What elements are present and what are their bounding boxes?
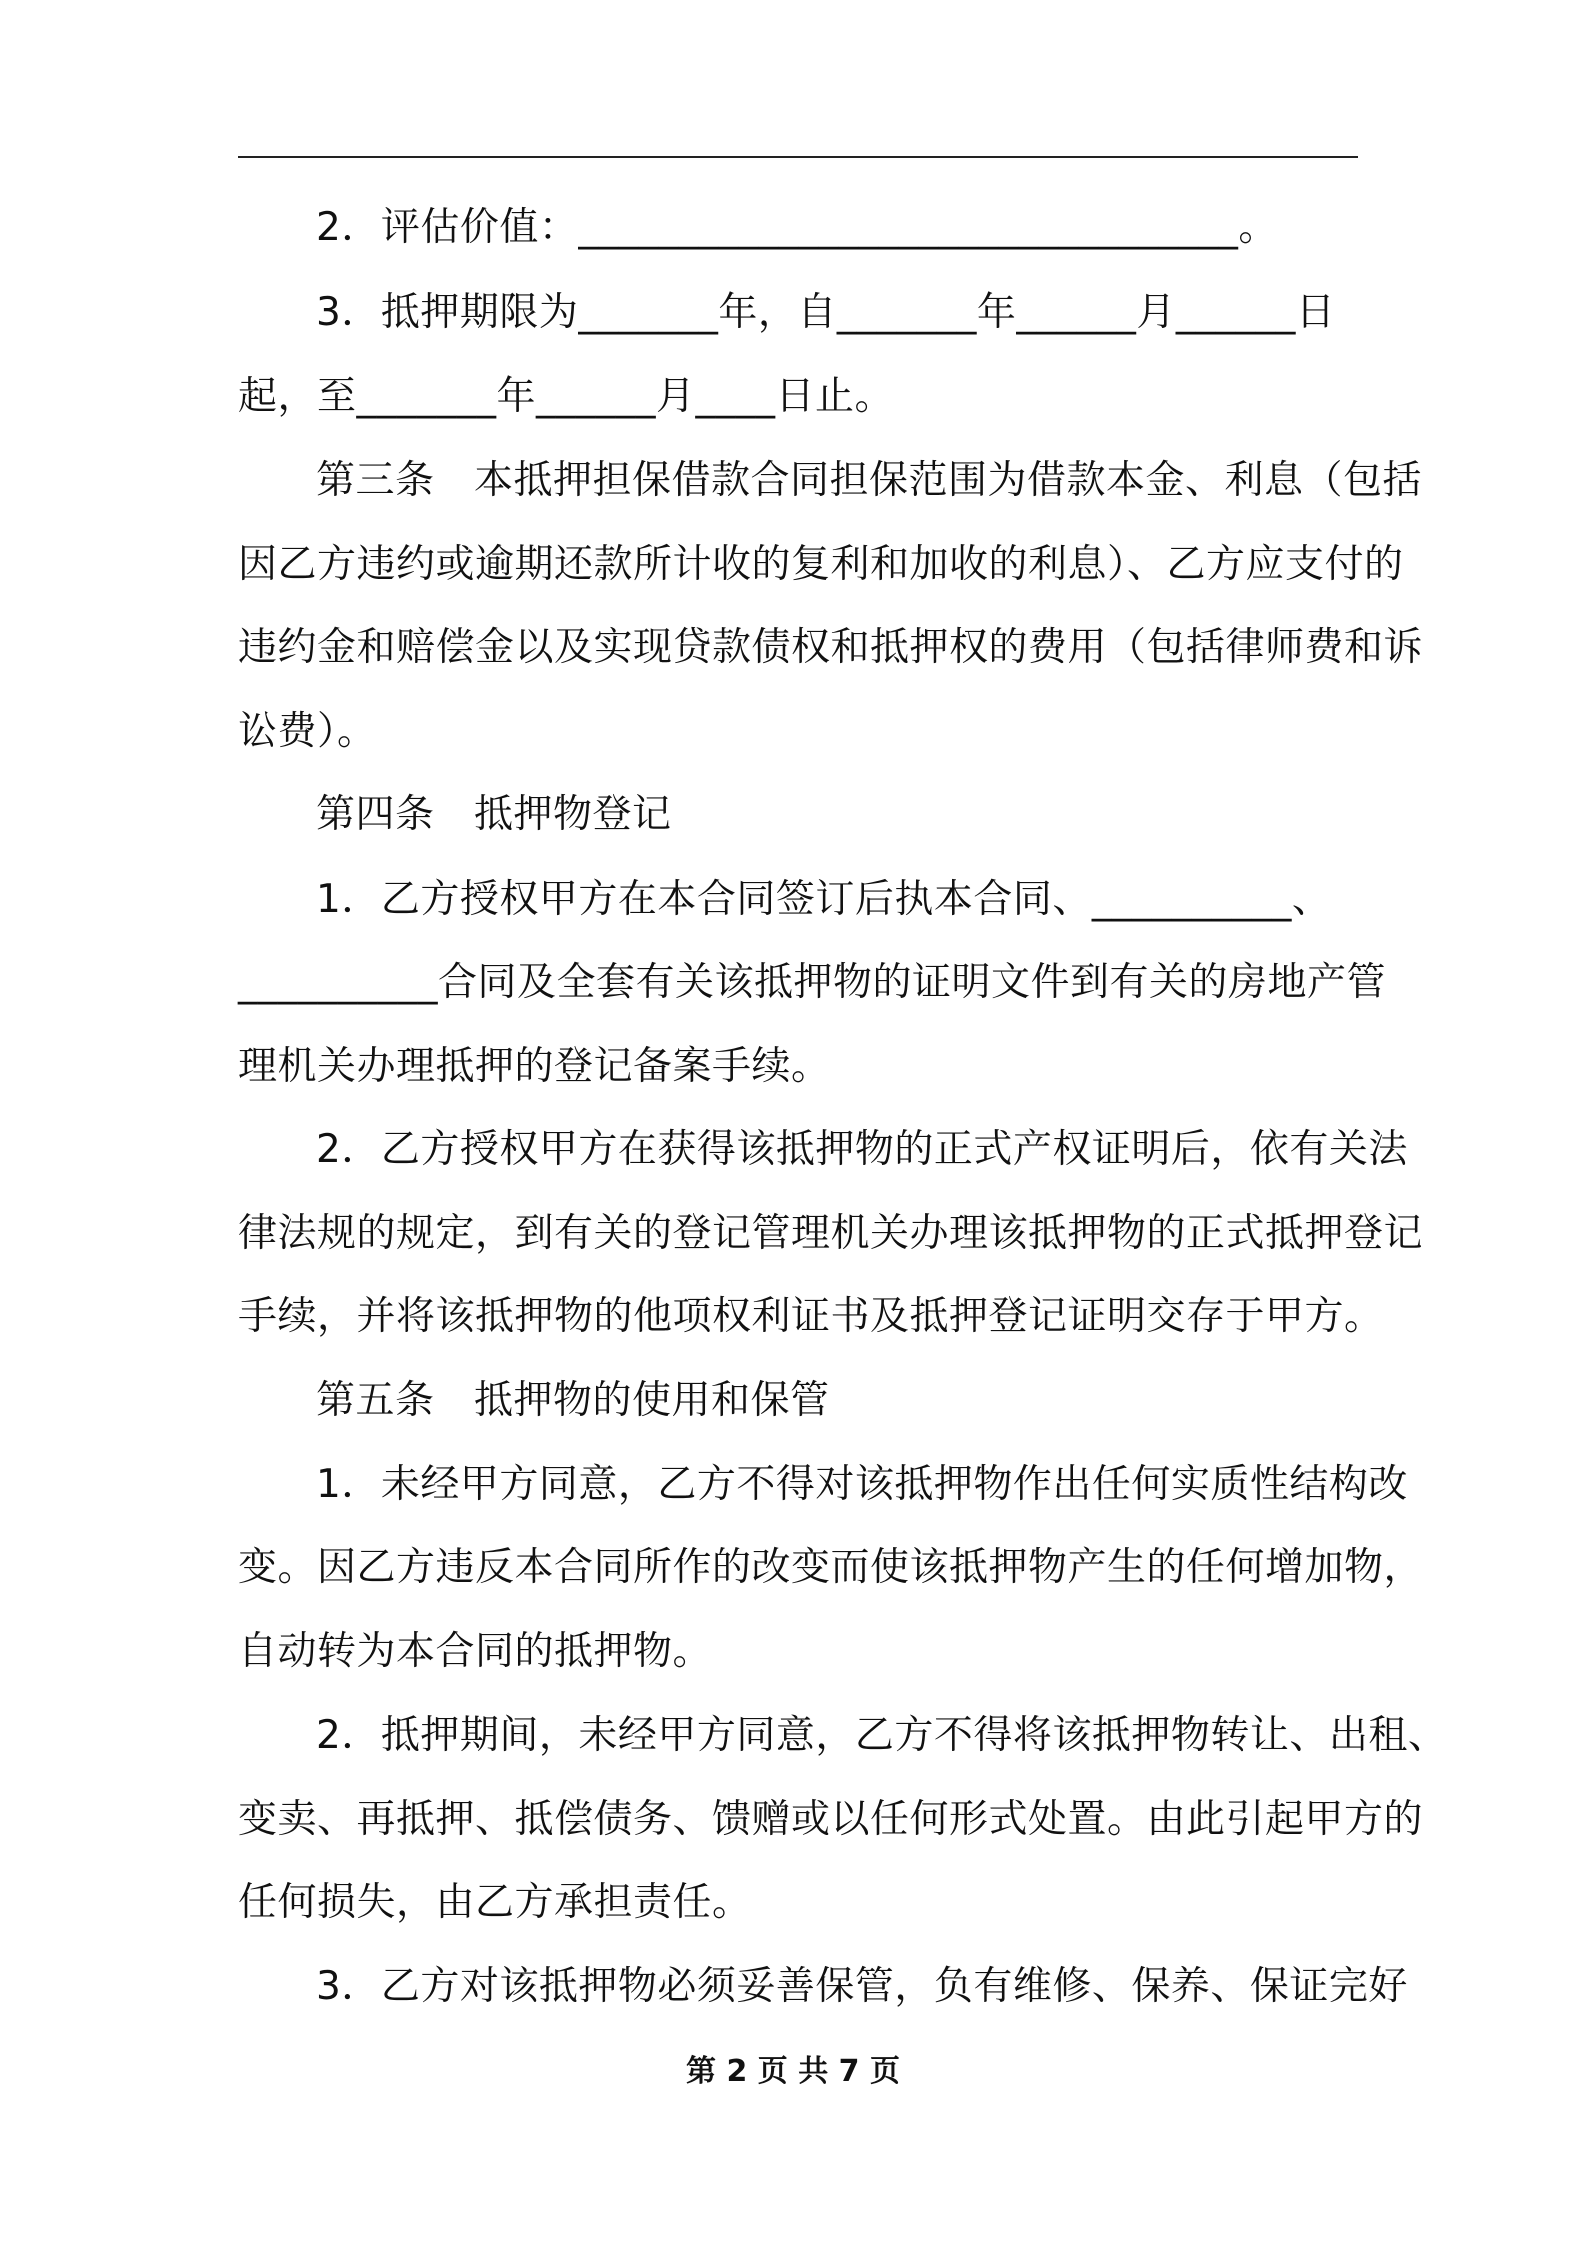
text-line: 1．未经甲方同意，乙方不得对该抵押物作出任何实质性结构改 — [316, 1462, 1408, 1507]
text-line: 任何损失，由乙方承担责任。 — [238, 1880, 752, 1925]
text-line: 因乙方违约或逾期还款所计收的复利和加收的利息）、乙方应支付的 — [238, 542, 1404, 587]
text-line: 第三条 本抵押担保借款合同担保范围为借款本金、利息（包括 — [316, 458, 1423, 503]
text-line: 讼费）。 — [238, 709, 377, 754]
text-line: 起，至_______年______月____日止。 — [238, 374, 895, 419]
text-line: 3．抵押期限为_______年，自_______年______月______日 — [316, 290, 1336, 335]
header-rule — [238, 156, 1358, 158]
text-line: 理机关办理抵押的登记备案手续。 — [238, 1044, 831, 1089]
text-line: 第五条 抵押物的使用和保管 — [316, 1378, 830, 1423]
text-line: 违约金和赔偿金以及实现贷款债权和抵押权的费用（包括律师费和诉 — [238, 625, 1424, 670]
text-line: 手续，并将该抵押物的他项权利证书及抵押登记证明交存于甲方。 — [238, 1294, 1384, 1339]
text-line: 变。因乙方违反本合同所作的改变而使该抵押物产生的任何增加物， — [238, 1545, 1424, 1590]
text-line: 2．乙方授权甲方在获得该抵押物的正式产权证明后，依有关法 — [316, 1127, 1408, 1172]
text-line: 律法规的规定，到有关的登记管理机关办理该抵押物的正式抵押登记 — [238, 1211, 1424, 1256]
text-line: 变卖、再抵押、抵偿债务、馈赠或以任何形式处置。由此引起甲方的 — [238, 1797, 1424, 1842]
page-number: 第 2 页 共 7 页 — [686, 2054, 900, 2089]
text-line: 自动转为本合同的抵押物。 — [238, 1629, 713, 1674]
text-line: 3．乙方对该抵押物必须妥善保管，负有维修、保养、保证完好 — [316, 1964, 1408, 2009]
text-line: 1．乙方授权甲方在本合同签订后执本合同、__________、 — [316, 877, 1332, 922]
text-line: __________合同及全套有关该抵押物的证明文件到有关的房地产管 — [238, 960, 1387, 1005]
text-line: 2．抵押期间，未经甲方同意，乙方不得将该抵押物转让、出租、 — [316, 1713, 1448, 1758]
text-line: 第四条 抵押物登记 — [316, 792, 672, 837]
text-line: 2．评估价值：_________________________________。 — [316, 205, 1278, 250]
